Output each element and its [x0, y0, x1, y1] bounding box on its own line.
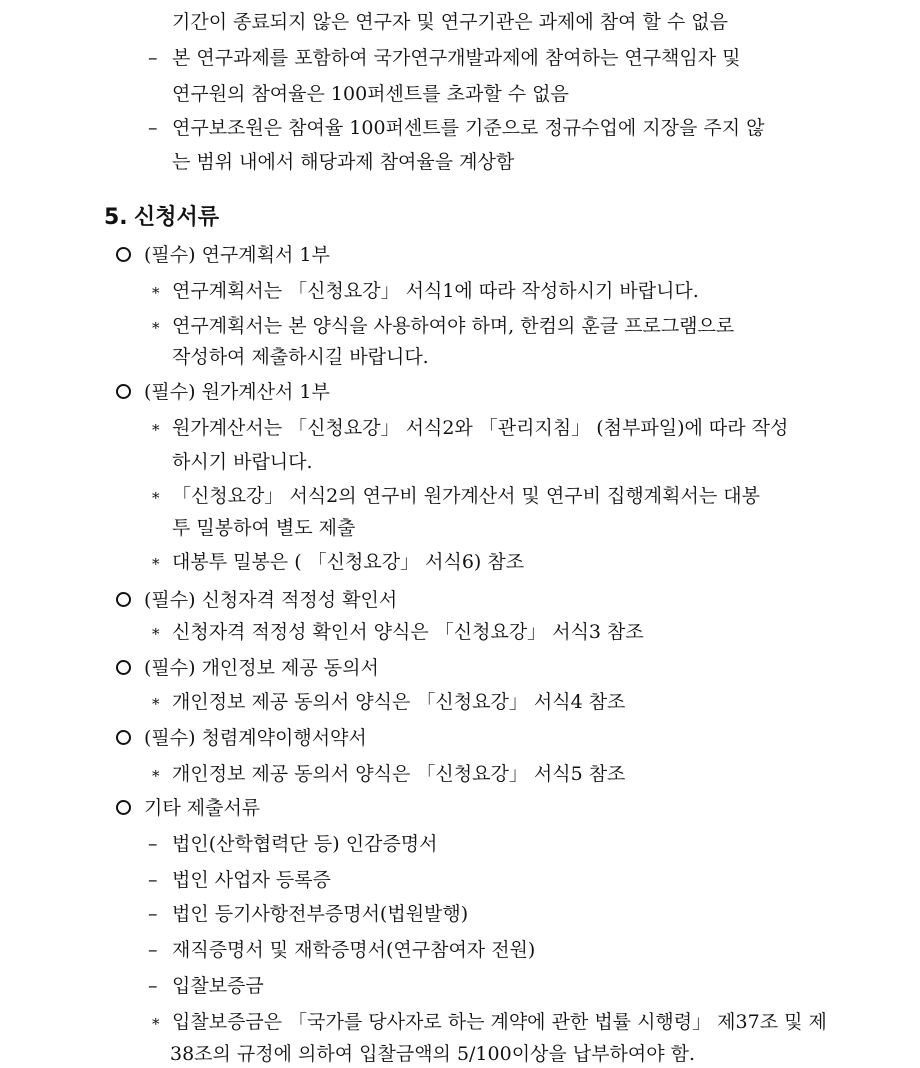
- item-text: 투 밀봉하여 별도 제출: [172, 517, 356, 539]
- item-text: 작성하여 제출하시길 바랍니다.: [172, 346, 429, 368]
- asterisk-bullet: *: [152, 1015, 160, 1033]
- circle-bullet-icon: [116, 660, 131, 675]
- item-text: 개인정보 제공 동의서 양식은 「신청요강」 서식4 참조: [172, 691, 626, 713]
- intro-text: 기간이 종료되지 않은 연구자 및 연구기관은 과제에 참여 할 수 없음: [172, 11, 728, 33]
- intro-text: 본 연구과제를 포함하여 국가연구개발과제에 참여하는 연구책임자 및: [172, 47, 741, 69]
- item-text: 법인(산학협력단 등) 인감증명서: [172, 833, 438, 855]
- asterisk-bullet: *: [152, 625, 160, 643]
- item-text: 재직증명서 및 재학증명서(연구참여자 전원): [172, 939, 536, 961]
- item-text: (필수) 연구계획서 1부: [144, 244, 330, 266]
- asterisk-bullet: *: [152, 284, 160, 302]
- dash-bullet: –: [148, 833, 158, 855]
- asterisk-bullet: *: [152, 695, 160, 713]
- item-text: 개인정보 제공 동의서 양식은 「신청요강」 서식5 참조: [172, 763, 626, 785]
- intro-text: 연구보조원은 참여율 100퍼센트를 기준으로 정규수업에 지장을 주지 않: [172, 117, 765, 139]
- dash-bullet: –: [148, 47, 158, 69]
- item-text: 대봉투 밀봉은 ( 「신청요강」 서식6) 참조: [172, 551, 525, 573]
- item-text: 법인 등기사항전부증명서(법원발행): [172, 903, 469, 925]
- section-number: 5.: [104, 205, 128, 230]
- asterisk-bullet: *: [152, 555, 160, 573]
- item-text: (필수) 원가계산서 1부: [144, 381, 330, 403]
- item-text: 신청자격 적정성 확인서 양식은 「신청요강」 서식3 참조: [172, 621, 644, 643]
- dash-bullet: –: [148, 869, 158, 891]
- item-text: 입찰보증금: [172, 975, 264, 997]
- circle-bullet-icon: [116, 592, 131, 607]
- dash-bullet: –: [148, 117, 158, 139]
- asterisk-bullet: *: [152, 319, 160, 337]
- item-text: (필수) 청렴계약이행서약서: [144, 727, 367, 749]
- item-text: 연구계획서는 「신청요강」 서식1에 따라 작성하시기 바랍니다.: [172, 280, 699, 302]
- intro-text: 연구원의 참여율은 100퍼센트를 초과할 수 없음: [172, 83, 569, 105]
- item-text: 38조의 규정에 의하여 입찰금액의 5/100이상을 납부하여야 함.: [170, 1043, 695, 1065]
- circle-bullet-icon: [116, 384, 131, 399]
- intro-text: 는 범위 내에서 해당과제 참여율을 계상함: [172, 151, 515, 173]
- item-text: 연구계획서는 본 양식을 사용하여야 하며, 한컴의 훈글 프로그램으로: [172, 315, 735, 337]
- item-text: 기타 제출서류: [144, 797, 261, 819]
- item-text: 「신청요강」 서식2의 연구비 원가계산서 및 연구비 집행계획서는 대봉: [172, 485, 760, 507]
- asterisk-bullet: *: [152, 421, 160, 439]
- item-text: (필수) 개인정보 제공 동의서: [144, 657, 379, 679]
- dash-bullet: –: [148, 903, 158, 925]
- item-text: (필수) 신청자격 적정성 확인서: [144, 589, 398, 611]
- circle-bullet-icon: [116, 800, 131, 815]
- dash-bullet: –: [148, 975, 158, 997]
- asterisk-bullet: *: [152, 767, 160, 785]
- item-text: 입찰보증금은 「국가를 당사자로 하는 계약에 관한 법률 시행령」 제37조 및 제: [172, 1011, 827, 1033]
- section-title: 신청서류: [134, 205, 220, 230]
- circle-bullet-icon: [116, 247, 131, 262]
- item-text: 법인 사업자 등록증: [172, 869, 331, 891]
- item-text: 하시기 바랍니다.: [172, 451, 313, 473]
- circle-bullet-icon: [116, 730, 131, 745]
- item-text: 원가계산서는 「신청요강」 서식2와 「관리지침」 (첨부파일)에 따라 작성: [172, 417, 789, 439]
- asterisk-bullet: *: [152, 489, 160, 507]
- dash-bullet: –: [148, 939, 158, 961]
